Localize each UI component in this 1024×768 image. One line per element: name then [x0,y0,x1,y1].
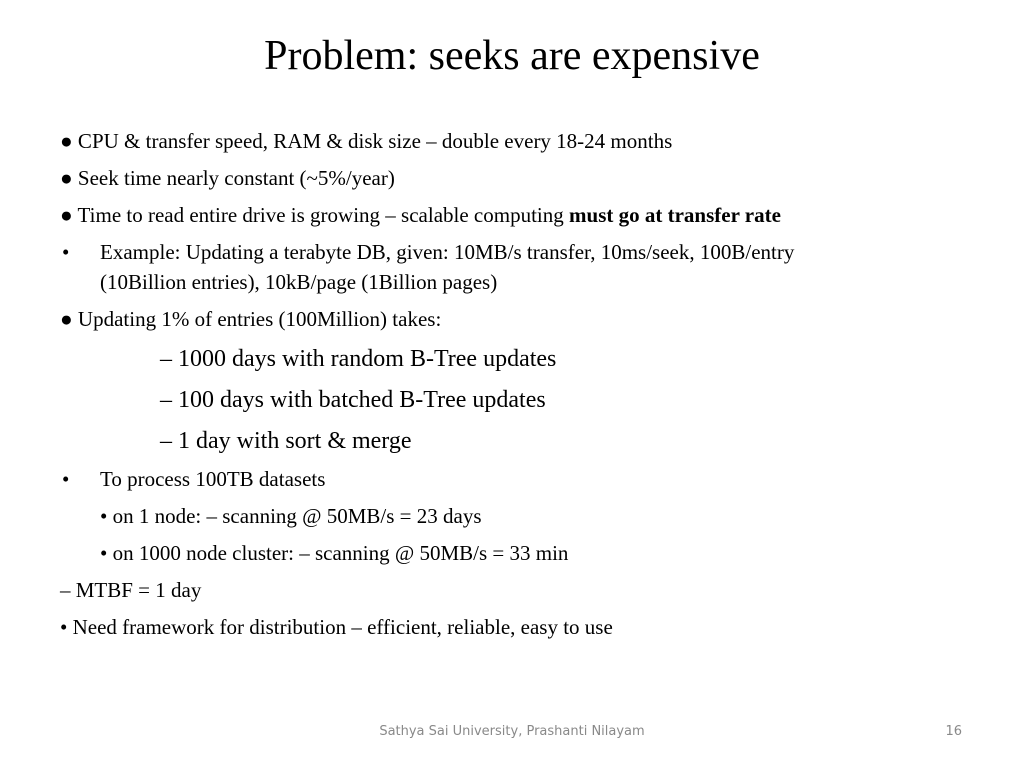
bullet-read-drive-text: ● Time to read entire drive is growing – scalable computing [60,203,570,227]
bullet-example-line-2: (10Billion entries), 10kB/page (1Billion pages) [100,270,498,294]
bullet-cpu-transfer: ● CPU & transfer speed, RAM & disk size – double every 18-24 months [60,129,673,153]
bullet-example-line-1: Example: Updating a terabyte DB, given: 10MB/s transfer, 10ms/seek, 100B/entry [100,240,795,264]
bullet-marker: • [62,467,70,491]
slide-number: 16 [945,724,962,739]
bullet-marker: • [62,240,70,264]
bullet-mtbf: – MTBF = 1 day [60,578,202,602]
bullet-seek-time: ● Seek time nearly constant (~5%/year) [60,166,395,190]
sub-item-batched-btree: – 100 days with batched B-Tree updates [160,387,546,413]
sub-item-cluster: • on 1000 node cluster: – scanning @ 50MB/s = 33 min [100,541,569,565]
bullet-read-drive-bold: must go at transfer rate [569,203,781,227]
bullet-process-datasets: To process 100TB datasets [100,467,326,491]
bullet-read-drive [60,200,781,230]
sub-item-one-node: • on 1 node: – scanning @ 50MB/s = 23 days [100,504,482,528]
sub-item-sort-merge: – 1 day with sort & merge [160,428,412,454]
bullet-framework: • Need framework for distribution – efficient, reliable, easy to use [60,615,613,639]
footer-text: Sathya Sai University, Prashanti Nilayam [379,724,645,739]
bullet-updating: ● Updating 1% of entries (100Million) takes: [60,307,442,331]
sub-item-random-btree: – 1000 days with random B-Tree updates [160,346,557,372]
slide-title: Problem: seeks are expensive [264,33,760,79]
